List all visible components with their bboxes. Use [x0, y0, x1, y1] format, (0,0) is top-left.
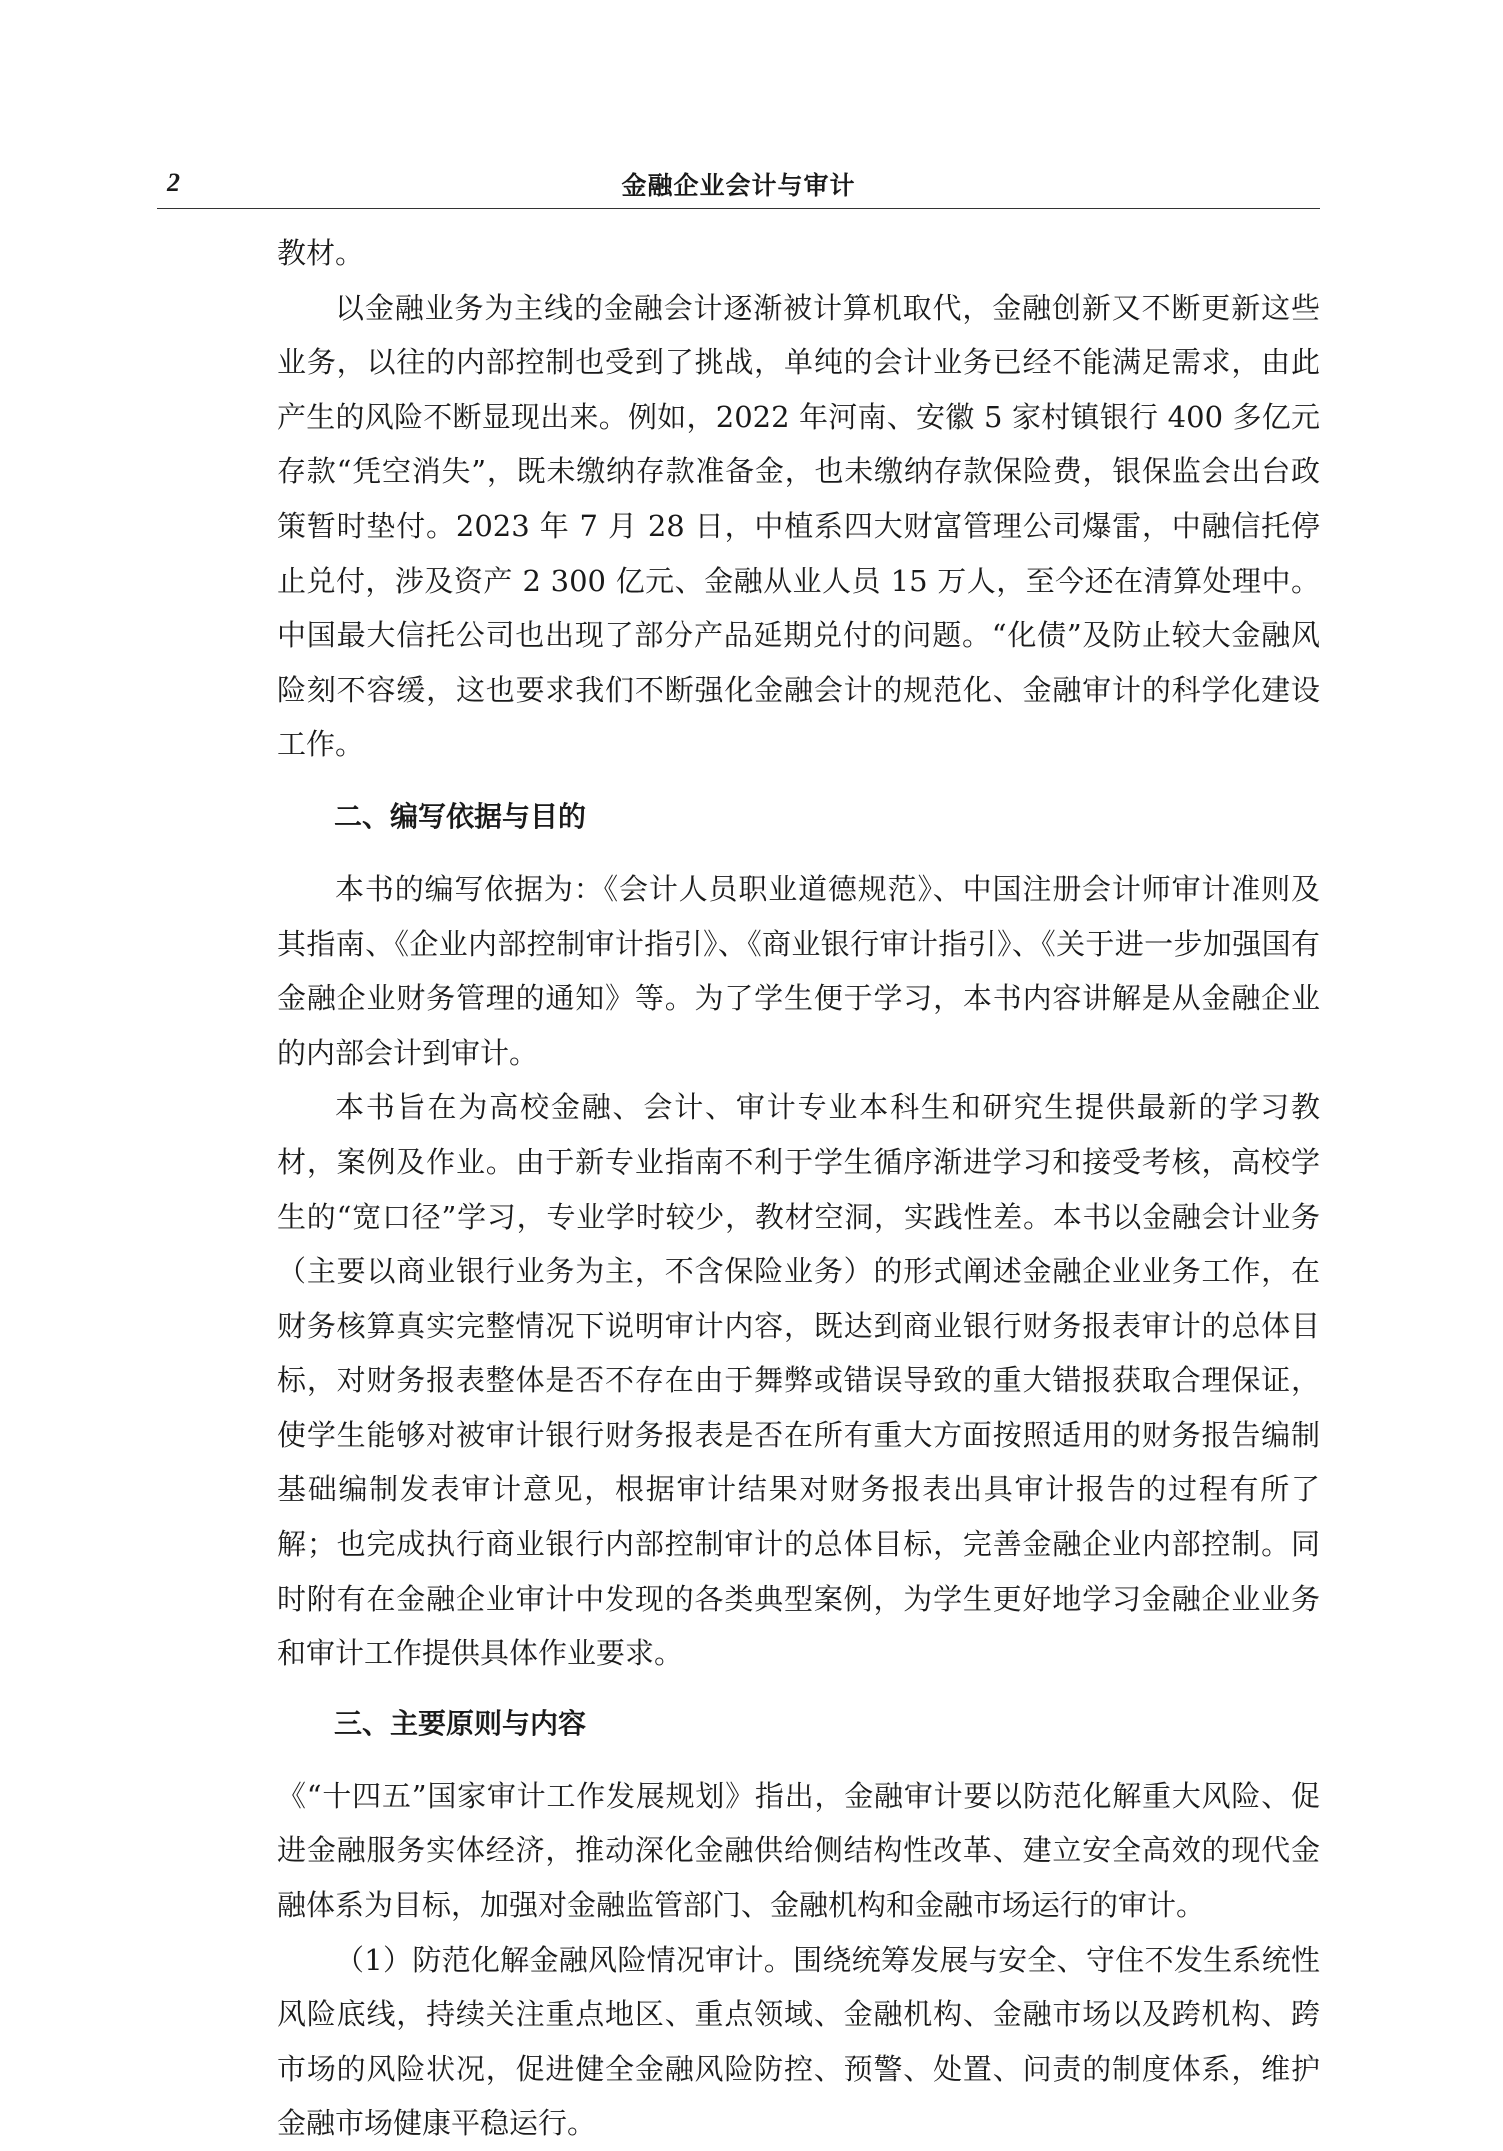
paragraph-purpose: 本书旨在为高校金融、会计、审计专业本科生和研究生提供最新的学习教材，案例及作业。由于新专业指南不利于学生循序渐进学习和接受考核，高校学生的“宽口径”学习，专业学时较少，教材空洞，实践性差。本书以金融会计业务（主要以商业银行业务为主，不含保险业务）的形式阐述金融企业业务工作，在财务核算真实完整情况下说明审计内容，既达到商业银行财务报表审计的总体目标，对财务报表整体是否不存在由于舞弊或错误导致的重大错报获取合理保证，使学生能够对被审计银行财务报表是否在所有重大方面按照适用的财务报告编制基础编制发表审计意见，根据审计结果对财务报表出具审计报告的过程有所了解；也完成执行商业银行内部控制审计的总体目标，完善金融企业内部控制。同时附有在金融企业审计中发现的各类典型案例，为学生更好地学习金融企业业务和审计工作提供具体作业要求。 — [277, 1090, 1320, 1671]
paragraph-risk-audit: （1）防范化解金融风险情况审计。围绕统筹发展与安全、守住不发生系统性风险底线，持续关注重点地区、重点领域、金融机构、金融市场以及跨机构、跨市场的风险状况，促进健全金融风险防控、预警、处置、问责的制度体系，维护金融市场健康平稳运行。 — [277, 1942, 1320, 2141]
paragraph-risk: 以金融业务为主线的金融会计逐渐被计算机取代，金融创新又不断更新这些业务，以往的内部控制也受到了挑战，单纯的会计业务已经不能满足需求，由此产生的风险不断显现出来。例如，2022 年河南、安徽 5 家村镇银行 400 多亿元存款“凭空消失”，既未缴纳存款准备金，也未缴纳存款保险费，银保监会出台政策暂时垫付。2023 年 7 月 28 日，中植系四大财富管理公司爆雷，中融信托停止兑付，涉及资产 2 300 亿元、金融从业人员 15 万人，至今还在清算处理中。中国最大信托公司也出现了部分产品延期兑付的问题。“化债”及防止较大金融风险刻不容缓，这也要求我们不断强化金融会计的规范化、金融审计的科学化建设工作。 — [277, 290, 1320, 762]
section-heading-principles: 三、主要原则与内容 — [334, 1706, 587, 1740]
continuation-text: 教材。 — [277, 236, 365, 270]
section-heading-basis: 二、编写依据与目的 — [334, 799, 587, 833]
paragraph-plan: 《“十四五”国家审计工作发展规划》指出，金融审计要以防范化解重大风险、促进金融服务实体经济，推动深化金融供给侧结构性改革、建立安全高效的现代金融体系为目标，加强对金融监管部门、金融机构和金融市场运行的审计。 — [277, 1778, 1320, 1923]
page-number: 2 — [167, 168, 180, 197]
paragraph-basis: 本书的编写依据为：《会计人员职业道德规范》、中国注册会计师审计准则及其指南、《企业内部控制审计指引》、《商业银行审计指引》、《关于进一步加强国有金融企业财务管理的通知》等。为了学生便于学习，本书内容讲解是从金融企业的内部会计到审计。 — [277, 871, 1320, 1070]
running-header — [157, 156, 1320, 209]
book-title: 金融企业会计与审计 — [621, 171, 856, 200]
page-body — [277, 226, 1320, 2151]
